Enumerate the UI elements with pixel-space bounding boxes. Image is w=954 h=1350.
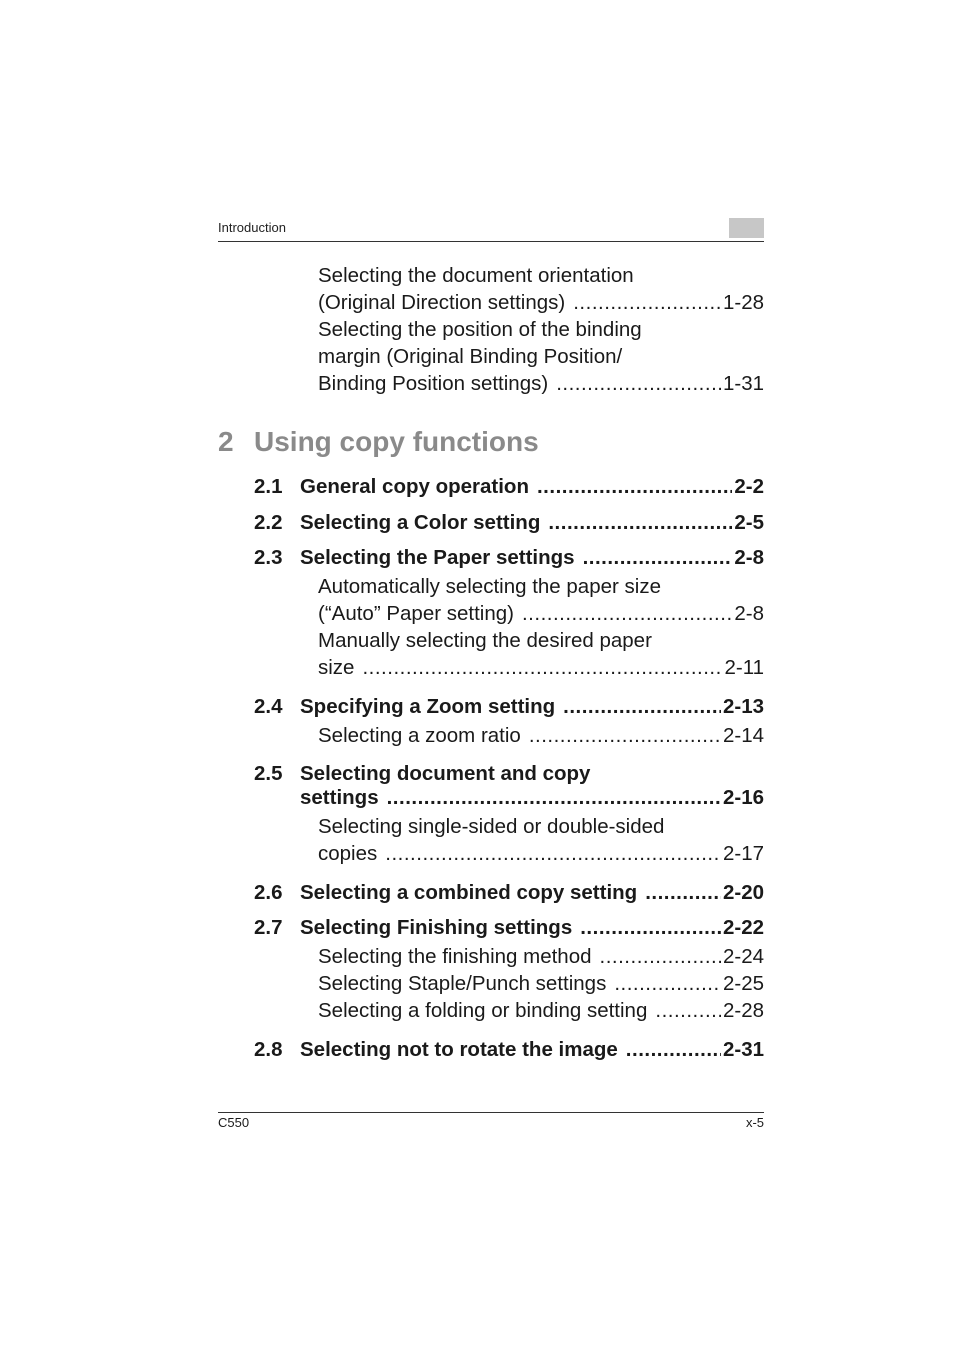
page-number: 2-31: [722, 1038, 764, 1061]
page-number: 2-8: [734, 602, 764, 625]
toc-entry-text: Automatically selecting the paper size: [318, 575, 661, 598]
toc-entry-line: [318, 842, 764, 866]
section-line: [300, 546, 764, 570]
toc-entry-text: Manually selecting the desired paper: [318, 629, 652, 652]
page-number: 2-22: [722, 916, 764, 939]
leader-dots: [573, 291, 721, 315]
footer-model: C550: [218, 1115, 250, 1130]
section-line: [300, 916, 764, 940]
chapter-number: 2: [218, 426, 234, 457]
header-tab-marker: [729, 218, 764, 238]
leader-dots: [583, 546, 733, 570]
leader-dots: [385, 842, 721, 866]
toc-entry-text: Selecting the finishing method: [318, 945, 592, 968]
section-number: 2.1: [254, 475, 283, 498]
leader-dots: [626, 1038, 721, 1062]
leader-dots: [655, 999, 721, 1023]
page-number: 1-28: [722, 291, 764, 314]
toc-entry-line: [318, 372, 764, 396]
page-number: 2-28: [722, 999, 764, 1022]
toc-entry-line: [318, 945, 764, 969]
leader-dots: [387, 786, 721, 810]
toc-entry-line: [318, 656, 764, 680]
toc-entry-text: Selecting a zoom ratio: [318, 724, 521, 747]
toc-entry-text: Binding Position settings): [318, 372, 549, 395]
page-number: 2-5: [734, 511, 764, 534]
footer-page-number: x-5: [745, 1115, 764, 1130]
toc-entry-line: [318, 291, 764, 315]
page-number: 2-13: [722, 695, 764, 718]
section-title: Selecting a Color setting: [300, 511, 541, 534]
leader-dots: [522, 602, 732, 626]
section-title: Specifying a Zoom setting: [300, 695, 556, 718]
chapter-title: [218, 426, 539, 458]
section-title: General copy operation: [300, 475, 529, 498]
toc-entry-line: [318, 972, 764, 996]
header-rule: [218, 241, 764, 242]
toc-entry-text: Selecting single-sided or double-sided: [318, 815, 665, 838]
page-number: 2-11: [724, 656, 764, 679]
chapter-title-text: Using copy functions: [254, 426, 539, 457]
section-line: [300, 475, 764, 499]
toc-entry-text: size: [318, 656, 355, 679]
toc-entry-line: [318, 724, 764, 748]
running-head: Introduction: [218, 220, 286, 235]
section-title: Selecting Finishing settings: [300, 916, 573, 939]
page-number: 1-31: [722, 372, 764, 395]
toc-entry-text: margin (Original Binding Position/: [318, 345, 623, 368]
page-number: 2-8: [734, 546, 764, 569]
section-title: settings: [300, 786, 379, 809]
page-number: 2-2: [734, 475, 764, 498]
leader-dots: [600, 945, 721, 969]
section-title: Selecting a combined copy setting: [300, 881, 638, 904]
section-number: 2.5: [254, 762, 283, 785]
toc-entry-text: Selecting the document orientation: [318, 264, 634, 287]
leader-dots: [563, 695, 721, 719]
page-number: 2-24: [722, 945, 764, 968]
footer-rule: [218, 1112, 764, 1113]
leader-dots: [362, 656, 722, 680]
page-number: 2-25: [722, 972, 764, 995]
toc-entry-line: [318, 602, 764, 626]
section-number: 2.8: [254, 1038, 283, 1061]
section-title: Selecting not to rotate the image: [300, 1038, 618, 1061]
leader-dots: [537, 475, 732, 499]
toc-entry-text: (Original Direction settings): [318, 291, 566, 314]
page-number: 2-14: [722, 724, 764, 747]
leader-dots: [645, 881, 721, 905]
toc-entry-text: (“Auto” Paper setting): [318, 602, 514, 625]
toc-entry-text: Selecting the position of the binding: [318, 318, 642, 341]
section-number: 2.2: [254, 511, 283, 534]
page-number: 2-16: [722, 786, 764, 809]
toc-entry-text: Selecting Staple/Punch settings: [318, 972, 607, 995]
page-number: 2-20: [722, 881, 764, 904]
section-line: [300, 695, 764, 719]
section-line: [300, 1038, 764, 1062]
leader-dots: [556, 372, 721, 396]
leader-dots: [529, 724, 721, 748]
section-title-first-line: Selecting document and copy: [300, 762, 591, 785]
page-number: 2-17: [722, 842, 764, 865]
section-number: 2.7: [254, 916, 283, 939]
leader-dots: [548, 511, 732, 535]
leader-dots: [614, 972, 721, 996]
section-line: [300, 881, 764, 905]
toc-entry-text: copies: [318, 842, 378, 865]
section-number: 2.4: [254, 695, 283, 718]
toc-entry-text: Selecting a folding or binding setting: [318, 999, 648, 1022]
section-line: [300, 786, 764, 810]
section-title: Selecting the Paper settings: [300, 546, 575, 569]
section-number: 2.3: [254, 546, 283, 569]
section-line: [300, 511, 764, 535]
section-number: 2.6: [254, 881, 283, 904]
toc-entry-line: [318, 999, 764, 1023]
leader-dots: [580, 916, 721, 940]
